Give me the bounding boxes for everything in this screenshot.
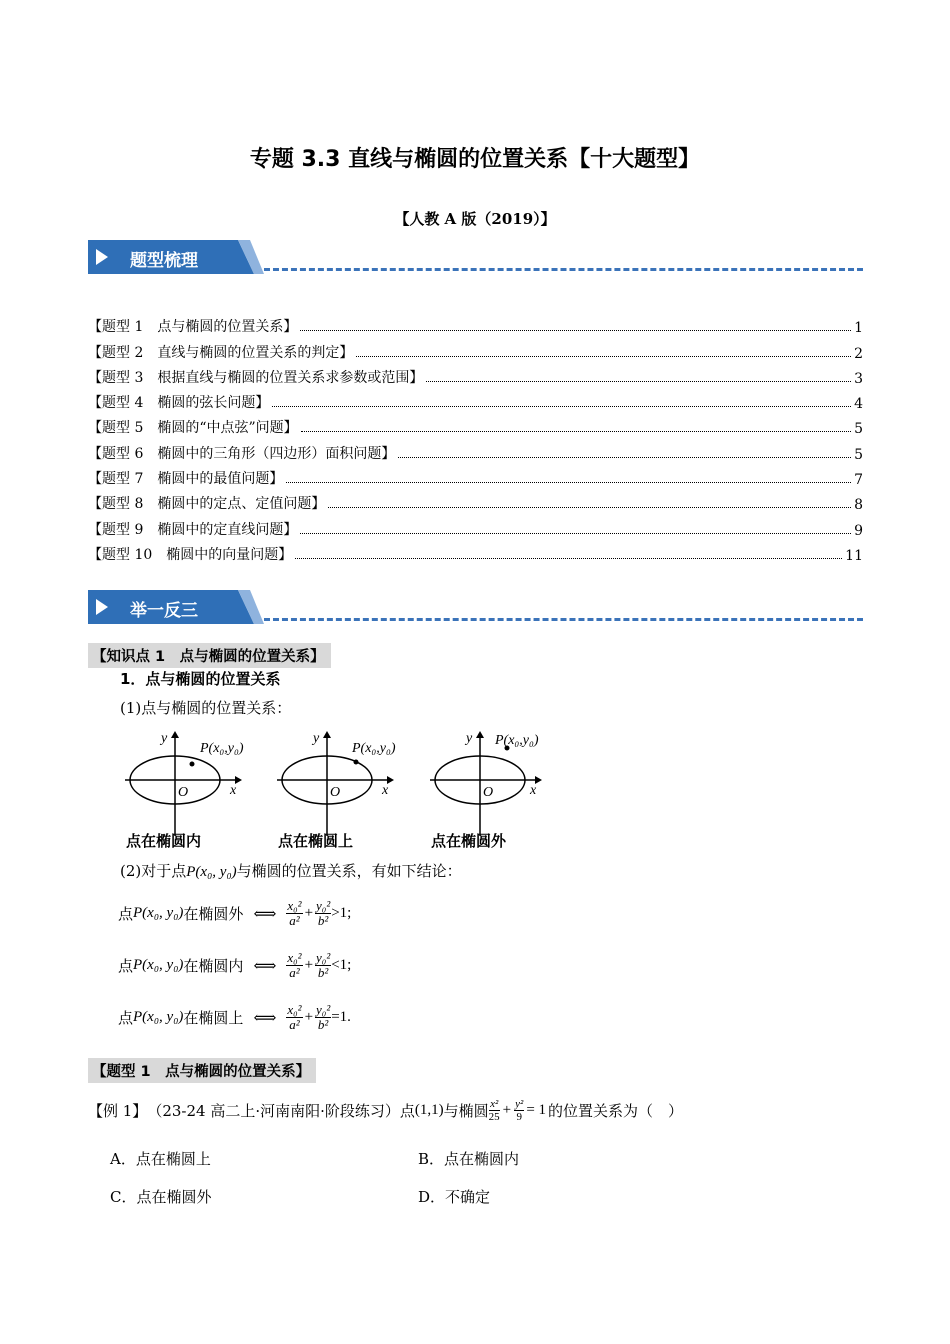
svg-text:y: y (313, 731, 320, 746)
svg-text:x: x (230, 783, 237, 798)
equivalence-arrow-icon: ⟺ (253, 903, 277, 923)
knowledge-sub2: (2)对于点P(x₀, y₀)与椭圆的位置关系，有如下结论： (120, 862, 462, 880)
example-source: （23-24 高二上·河南南阳·阶段练习） (147, 1102, 400, 1120)
svg-text:x: x (382, 783, 389, 798)
toc-item[interactable]: 【题型 2 直线与椭圆的位置关系的判定】 2 (88, 344, 863, 362)
svg-text:O: O (330, 785, 341, 800)
svg-text:y: y (466, 731, 473, 746)
question-type-tag: 【题型 1 点与椭圆的位置关系】 (88, 1058, 316, 1083)
condition-on: 点 P(x₀, y₀) 在椭圆上 ⟺ $\frac{\text{x₀²}}{\text{a²}}$ + $\frac{\text{y₀²}}{\text{b²}}$ =1. (118, 1001, 351, 1032)
svg-text:O: O (483, 785, 494, 800)
dash-divider (264, 268, 863, 271)
equivalence-arrow-icon: ⟺ (253, 955, 277, 975)
svg-text:P(x₀,y₀): P(x₀,y₀) (352, 741, 396, 756)
knowledge-sub1: (1)点与椭圆的位置关系： (120, 699, 292, 717)
knowledge-tag: 【知识点 1 点与椭圆的位置关系】 (88, 643, 331, 668)
svg-text:点在椭圆上: 点在椭圆上 (278, 832, 354, 850)
section-banner-examples (88, 590, 863, 626)
svg-text:O: O (178, 785, 189, 800)
option-b[interactable]: B．点在椭圆内 (418, 1150, 520, 1168)
option-d[interactable]: D．不确定 (418, 1188, 491, 1206)
svg-text:点在椭圆外: 点在椭圆外 (431, 832, 507, 850)
toc-item[interactable]: 【题型 10 椭圆中的向量问题】 11 (88, 546, 863, 564)
condition-inside: 点 P(x₀, y₀) 在椭圆内 ⟺ $\frac{\text{x₀²}}{\text{a²}}$ + $\frac{\text{y₀²}}{\text{b²}}$ <1; (118, 949, 352, 980)
ellipse-figure-inside (120, 728, 260, 856)
knowledge-heading: 1．点与椭圆的位置关系 (120, 670, 281, 688)
ellipse-figure-on (272, 728, 412, 856)
svg-text:点在椭圆内: 点在椭圆内 (126, 832, 202, 850)
point-symbol: P(x₀, y₀) (186, 864, 237, 880)
toc-item[interactable]: 【题型 7 椭圆中的最值问题】 7 (88, 471, 863, 489)
toc-item[interactable]: 【题型 3 根据直线与椭圆的位置关系求参数或范围】 3 (88, 369, 863, 387)
example-label: 【例 1】 (88, 1102, 148, 1120)
section-banner-overview (88, 240, 863, 276)
condition-outside: 点 P(x₀, y₀) 在椭圆外 ⟺ $\frac{\text{x₀²}}{\text{a²}}$ + $\frac{\text{y₀²}}{\text{b²}}$ >1; (118, 897, 352, 928)
ellipse-figure-outside (425, 728, 560, 856)
svg-text:P(x₀,y₀): P(x₀,y₀) (200, 741, 244, 756)
ellipse-figures (120, 728, 560, 856)
option-c[interactable]: C．点在椭圆外 (110, 1188, 212, 1206)
svg-text:y: y (161, 731, 168, 746)
toc-item[interactable]: 【题型 5 椭圆的“中点弦”问题】 5 (88, 420, 863, 438)
toc-item[interactable]: 【题型 9 椭圆中的定直线问题】 9 (88, 521, 863, 539)
example-question: 【例 1】 （23-24 高二上·河南南阳·阶段练习） 点 (1,1) 与椭圆 $\frac{\text{x²}}{25}$ + $\frac{\text{y²}}{9}$ = 1 的位置关系为（ ） (88, 1098, 684, 1123)
banner-title: 举一反三 (130, 601, 198, 621)
table-of-contents (88, 311, 863, 564)
banner-title: 题型梳理 (130, 251, 198, 271)
dash-divider (264, 618, 863, 621)
page-title: 专题 3.3 直线与椭圆的位置关系【十大题型】 (249, 147, 701, 172)
svg-text:P(x₀,y₀): P(x₀,y₀) (495, 733, 539, 748)
toc-item[interactable]: 【题型 4 椭圆的弦长问题】 4 (88, 395, 863, 413)
option-a[interactable]: A．点在椭圆上 (110, 1150, 211, 1168)
toc-item[interactable]: 【题型 8 椭圆中的定点、定值问题】 8 (88, 496, 863, 514)
edition-label: 【人教 A 版（2019）】 (394, 210, 556, 228)
equivalence-arrow-icon: ⟺ (253, 1007, 277, 1027)
toc-item[interactable]: 【题型 1 点与椭圆的位置关系】 1 (88, 319, 863, 337)
toc-item[interactable]: 【题型 6 椭圆中的三角形（四边形）面积问题】 5 (88, 445, 863, 463)
svg-text:x: x (530, 783, 537, 798)
